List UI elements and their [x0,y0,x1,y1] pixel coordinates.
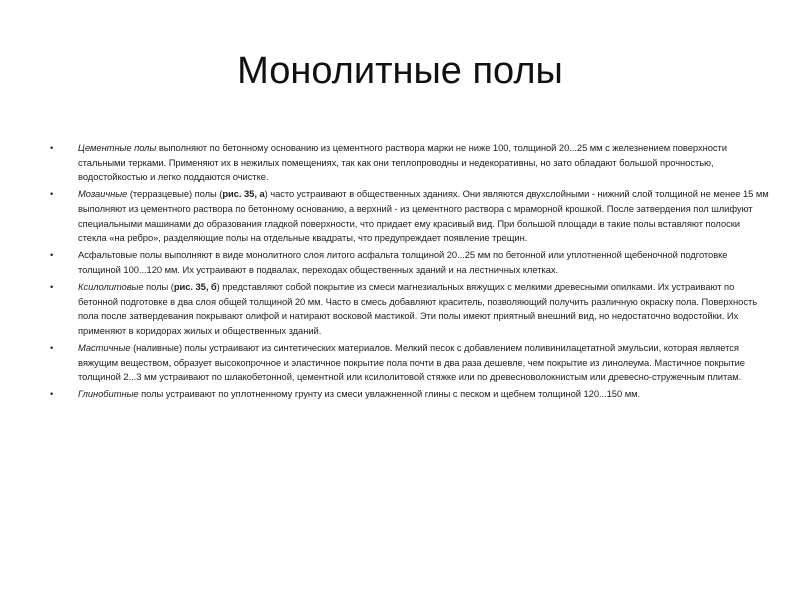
bullet-icon: • [50,249,54,261]
item-text: ) часто устраивают в общественных зданиях. Они являются двухслойными - нижний слой толщиной не менее 15 мм выполняют из цементного раствора по бетонному основанию, а верхний - из цементного раствора с мраморной крошкой. После затвердения пол шлифуют специальными машинами до образования гладкой поверхности, что придает ему красивый вид. При большой площади в такие полы вставляют полоски стекла «на ребро», разделяющие полы на отдельные квадраты, что предупреждает появление трещин. [78,188,769,244]
item-lead: Ксилолитовые [78,281,144,293]
figure-ref: рис. 35, а [222,188,265,200]
item-lead: Цементные полы [78,142,157,153]
item-text: (терразцевые) полы ( [127,188,223,200]
list-item-cement [50,141,770,185]
bullet-icon: • [50,281,54,293]
bullet-list [50,141,770,405]
slide-title: Монолитные полы [237,50,563,92]
item-lead: Мастичные [78,342,131,354]
bullet-icon: • [50,188,54,200]
item-lead: Глинобитные [78,388,139,400]
item-text: Асфальтовые полы выполняют в виде монолитного слоя литого асфальта толщиной 20...25 мм по бетонной или уплотненной щебеночной подготовке толщиной 100...120 мм. Их устраивают в подвалах, переходах общественных зданий и на лестничных клетках. [78,249,728,275]
list-item-asphalt [50,248,770,277]
bullet-icon: • [50,342,54,354]
bullet-icon: • [50,388,54,400]
list-item-mosaic [50,187,770,245]
item-lead: Мозаичные [78,188,128,200]
list-item-clay [50,387,770,402]
list-item-mastic [50,341,770,385]
bullet-icon: • [50,142,54,153]
item-text: выполняют по бетонному основанию из цементного раствора марки не ниже 100, толщиной 20...25 мм с железнением поверхности стальными терками. Применяют их в нежилых помещениях, так как они теплопроводны и недекоративны, но зато обладают большой прочностью, водостойкостью и легко поддаются очистке. [78,142,727,183]
item-text: (наливные) полы устраивают из синтетических материалов. Мелкий песок с добавлением поливинилацетатной эмульсии, которая является вяжущим веществом, образует высокопрочное и эластичное покрытие пола почти в два раза дешевле, чем покрытие из линолеума. Мастичное покрытие толщиной 2...3 мм устраивают по шлакобетонной, цементной или ксилолитовой стяжке или по древесноволокнистым или древесно-стружечным плитам. [78,342,745,383]
item-text: полы ( [143,281,174,293]
list-item-xylolite [50,280,770,338]
item-text: ) представляют собой покрытие из смеси магнезиальных вяжущих с мелкими древесными опилками. Их устраивают по бетонной подготовке в два слоя общей толщиной 20 мм. Часто в смесь добавляют краситель, позволяющий получить различную окраску пола. Поверхность пола после затвердевания покрывают олифой и натирают восковой мастикой. Эти полы имеют приятный внешний вид, но недостаточно водостойки. Их применяют в коридорах жилых и общественных зданий. [78,281,758,336]
item-text: полы устраивают по уплотненному грунту из смеси увлажненной глины с песком и щебнем толщиной 120...150 мм. [138,388,641,400]
figure-ref: рис. 35, б [173,281,217,293]
